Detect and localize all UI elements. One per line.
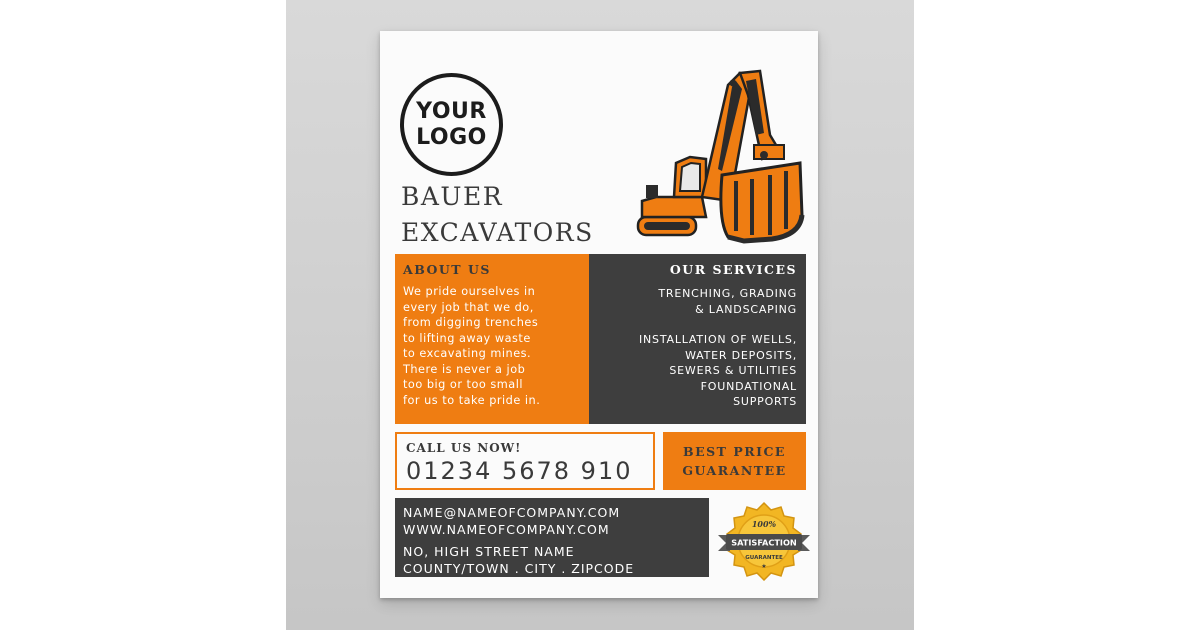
about-us-panel [395, 254, 590, 424]
about-line: for us to take pride in. [403, 393, 541, 407]
call-us-label: CALL US NOW! [406, 441, 522, 455]
service-item [598, 286, 797, 317]
excavator-icon [632, 51, 812, 251]
logo-placeholder [400, 73, 503, 176]
svg-text:★: ★ [761, 563, 767, 570]
call-us-box [395, 432, 655, 490]
logo-line-1: YOUR [416, 98, 487, 124]
service-line: SUPPORTS [733, 395, 797, 408]
company-name [401, 179, 594, 251]
flyer [380, 31, 818, 598]
seal-sub-text: GUARANTEE [745, 555, 783, 561]
best-price-badge [663, 432, 806, 490]
about-us-text [403, 284, 582, 408]
email-address: NAME@NAMEOFCOMPANY.COM [403, 505, 621, 520]
street-address: NO, HIGH STREET NAME [403, 544, 575, 559]
about-line: There is never a job [403, 362, 526, 376]
company-name-line-1: BAUER [401, 182, 504, 211]
about-us-heading: ABOUT US [403, 262, 491, 277]
about-line: We pride ourselves in [403, 285, 536, 298]
service-line: WATER DEPOSITS, [685, 348, 797, 362]
about-line: from digging trenches [403, 316, 539, 329]
website-address: WWW.NAMEOFCOMPANY.COM [403, 522, 610, 537]
our-services-panel [589, 254, 806, 424]
service-line: INSTALLATION OF WELLS, [638, 333, 797, 346]
seal-percent: 100% [751, 519, 777, 529]
service-line: SEWERS & UTILITIES [669, 364, 797, 377]
service-line: & LANDSCAPING [695, 302, 797, 316]
about-line: too big or too small [403, 378, 523, 391]
satisfaction-seal-icon [716, 501, 812, 581]
best-price-line-2: GUARANTEE [682, 463, 787, 478]
about-line: every job that we do, [403, 300, 534, 314]
phone-number: 01234 5678 910 [406, 457, 633, 485]
contact-panel [395, 498, 709, 577]
company-name-line-2: EXCAVATORS [401, 218, 594, 247]
service-line: FOUNDATIONAL [700, 379, 797, 393]
about-line: to excavating mines. [403, 347, 532, 360]
logo-line-2: LOGO [416, 124, 487, 150]
service-line: TRENCHING, GRADING [658, 287, 797, 300]
our-services-heading: OUR SERVICES [669, 262, 797, 277]
best-price-line-1: BEST PRICE [683, 444, 786, 459]
about-line: to lifting away waste [403, 331, 531, 345]
town-address: COUNTY/TOWN . CITY . ZIPCODE [403, 561, 635, 576]
seal-ribbon-text: SATISFACTION [731, 537, 797, 548]
service-item [598, 332, 797, 410]
